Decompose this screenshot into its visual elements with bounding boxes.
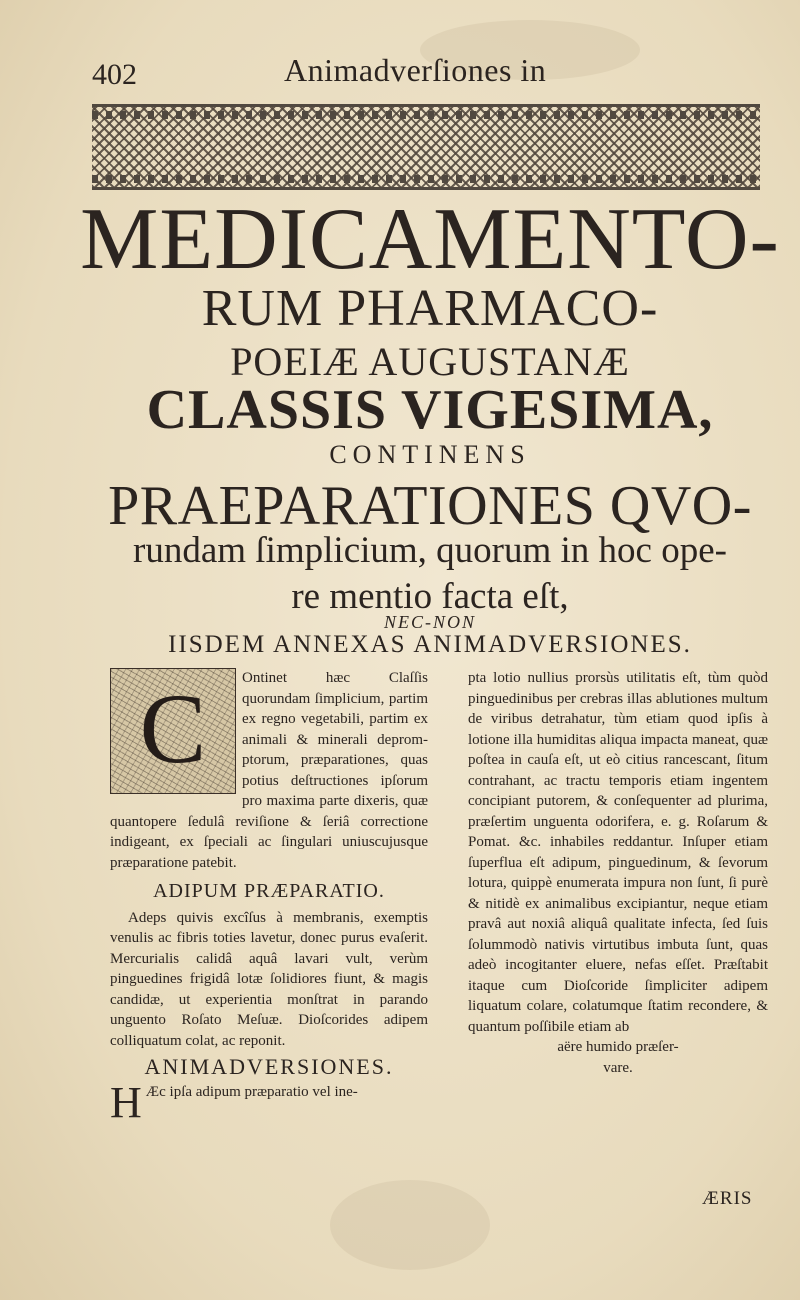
page-number: 402 [92,58,137,91]
running-head: Animadverſiones in [284,52,547,88]
title-line-1: MEDICAMENTO- [80,191,780,288]
animadversiones-heading: ANIMADVERSIONES. [144,1054,394,1079]
title-line-8: re mentio facta eſt, [291,576,569,617]
animadversiones-text: Æc ipſa adipum præparatio vel ine- [145,1083,358,1100]
left-column [110,668,428,1127]
title-line-9: NEC-NON [383,612,476,632]
closing-line-2: vare. [603,1059,633,1076]
animadversiones-paragraph [110,1077,428,1127]
title-line-4: CLASSIS VIGESIMA, [146,379,714,441]
title-line-5: CONTINENS [329,440,531,469]
catchword: ÆRIS [702,1188,753,1209]
section-paragraph: Adeps quivis excîſus à membranis, exemptis venulis ac fibris toties lavetur, donec purus evaſerit. Mercurialis calidâ aquâ lavari vult, verùm pinguedines frigidâ lotæ ſolidiores fiunt, & magis candidæ, ut experientia monſtrat in parando unguento Roſato Meſuæ. Dioſcorides adipem colliquatum colat, ac reponit. [110,909,428,1049]
right-column [468,668,768,1078]
closing-line-1: aëre humido præſer- [557,1039,679,1055]
section-heading: ADIPUM PRÆPARATIO. [153,880,385,902]
drop-cap-letter: C [139,673,207,784]
title-line-6: PRAEPARATIONES QVO- [108,475,752,537]
intro-paragraph: Ontinet hæc Claſſis quorundam ſimplicium, partim ex regno vegetabili, partim ex animali & minerali depromptorum, præparationes, quas potius deſtructiones ipſorum pro maxima parte dixeris, quæ quantopere ſedulâ reviſione & ſeriâ correctione indigeant, ex ſpeciali ac ſingulari uniuscujusque præparatione patebit. [110,670,428,871]
decorated-initial [110,668,236,794]
ornamental-headband [92,104,760,190]
title-line-3: POEIÆ AUGUSTANÆ [230,339,630,384]
right-paragraph: pta lotio nullius prorsùs utilitatis eſt, tùm quòd pinguedinibus per crebras illas ablutiones multum de viribus detrahatur, tùm etiam quod ipſis à lotione illa humiditas aliqua impacta maneat, quæ poſtea in cauſa eſt, ut eò citius rancescant, ſitum contrahant, ac tractu temporis etiam ingentem concipiant putorem, & conſequenter ad plurima, præſertim unguenta odorifera, e. g. Roſarum & Pomat. &c. inhabiles reddantur. Inſuper etiam ſuperflua eſt adipum, pinguedinum, & ſevorum lotura, quippè enumerata impura non ſunt, ſi purè & nitidè ex animalibus excipiantur, neque etiam pravâ aut noxiâ aliquâ qualitate infecta, ſed ſuis ſolummodò nativis virtutibus imbuta ſunt, quas adeò incogitanter eluere, nefas eſſet. Præſtabit itaque cum Dioſcoride ſimpliciter adipem liquatum colare, colatumque ſtatim recondere, & quantum poſſibile etiam ab [468,670,768,1035]
title-line-7: rundam ſimplicium, quorum in hoc ope- [133,530,727,571]
initial-letter: H [110,1077,142,1127]
paper-stain [330,1180,490,1270]
title-line-10: IISDEM ANNEXAS ANIMADVERSIONES. [168,631,692,658]
title-line-2: RUM PHARMACO- [201,280,659,337]
